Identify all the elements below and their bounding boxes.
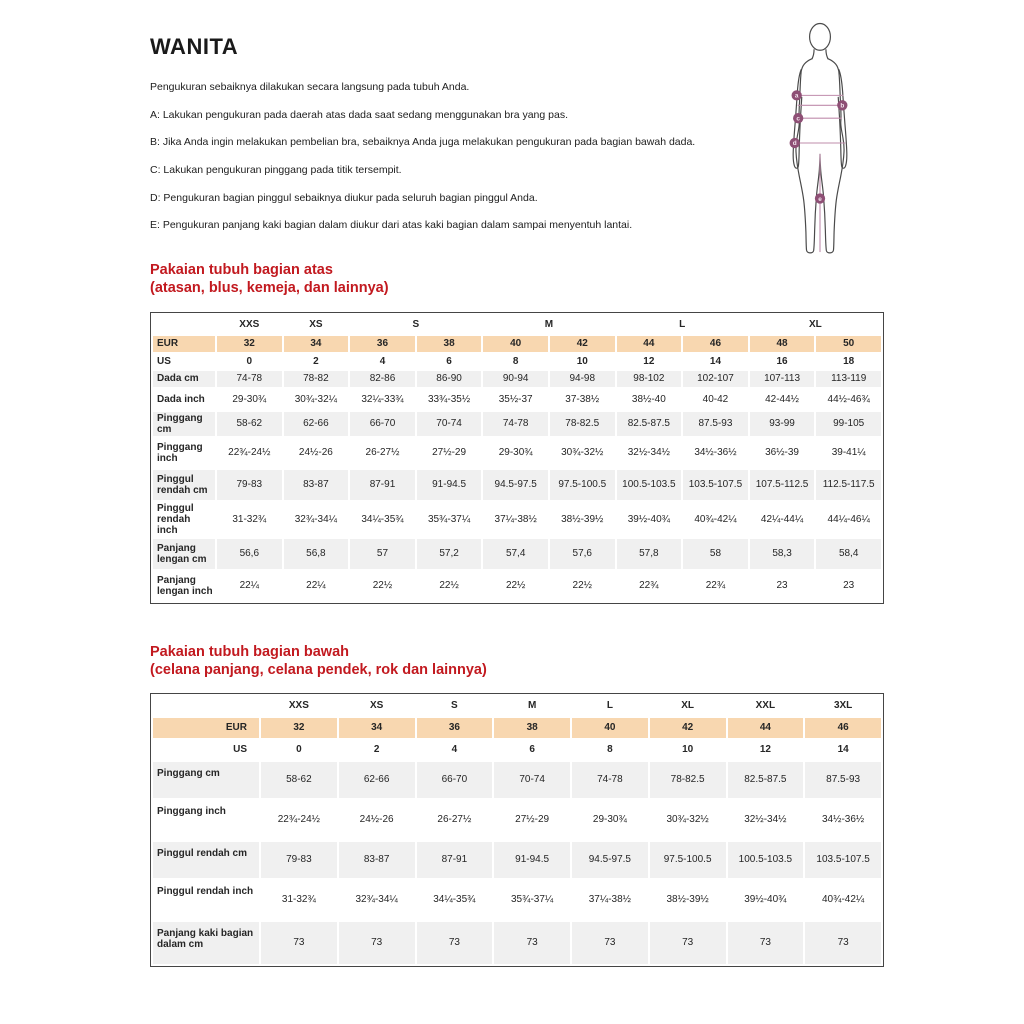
measurement-value-cell: 22¾ — [639, 580, 659, 591]
us-value-cell: 4 — [379, 355, 386, 367]
measurement-row — [153, 922, 881, 964]
measurement-value-cell: 32¾-34¼ — [355, 894, 398, 906]
size-group-cell: M — [544, 318, 554, 330]
size-corner-cell — [153, 696, 259, 716]
size-group-cell: XL — [681, 700, 695, 712]
us-value-cell: 14 — [709, 355, 722, 367]
measurement-row — [153, 502, 881, 537]
measurement-value-cell: 22½ — [372, 580, 393, 591]
eur-value-cell: 48 — [750, 336, 815, 352]
us-value-cell: 6 — [446, 355, 452, 367]
measurement-value-cell: 78-82.5 — [650, 762, 726, 798]
us-value-cell: 6 — [529, 744, 535, 756]
eur-value-cell: 32 — [217, 336, 282, 352]
us-row — [153, 354, 881, 369]
eur-label-cell: EUR — [153, 718, 259, 738]
measurement-row — [153, 470, 881, 500]
measurement-value-cell: 87.5-93 — [683, 412, 748, 436]
marker-d-label: d — [792, 140, 797, 148]
measurement-value-cell: 37¼-38½ — [494, 513, 537, 525]
eur-value-cell: 36 — [417, 718, 493, 738]
measurement-row — [153, 800, 881, 840]
measurement-value-cell: 62-66 — [284, 412, 349, 436]
measurement-value-cell: 57 — [350, 539, 415, 569]
measurement-value-cell: 73 — [728, 922, 804, 964]
upper-body-section — [150, 261, 884, 603]
measurement-value-cell: 37-38½ — [565, 393, 600, 405]
measurement-value-cell: 87-91 — [417, 842, 493, 878]
measurement-value-cell: 42¼-44¼ — [760, 513, 804, 525]
measurement-label-cell: Pinggang cm — [153, 412, 215, 436]
size-group-cell: L — [679, 318, 686, 330]
eur-value-cell: 44 — [728, 718, 804, 738]
measurement-value-cell: 35¾-37¼ — [427, 513, 471, 525]
measurement-value-cell: 56,6 — [217, 539, 282, 569]
size-header-row — [153, 696, 881, 716]
measurement-value-cell: 35¾-37¼ — [510, 894, 554, 906]
us-label-cell: US — [233, 744, 247, 756]
measurement-value-cell: 98-102 — [617, 371, 682, 387]
instruction-c: C: Lakukan pengukuran pinggang pada titik tersempit. — [150, 163, 402, 176]
measurement-value-cell: 33¾-35½ — [427, 393, 471, 405]
instruction-d: D: Pengukuran bagian pinggul sebaiknya diukur pada seluruh bagian pinggul Anda. — [150, 191, 538, 204]
measurement-value-cell: 78-82.5 — [550, 412, 615, 436]
measurement-value-cell: 94.5-97.5 — [572, 842, 648, 878]
size-header-row — [153, 315, 881, 334]
eur-row — [153, 718, 881, 738]
measurement-label-cell: Pinggang inch — [157, 441, 203, 464]
measurement-value-cell: 32¼-33¾ — [361, 393, 404, 405]
us-value-cell: 0 — [246, 355, 253, 367]
eur-value-cell: 46 — [683, 336, 748, 352]
measurement-value-cell: 62-66 — [339, 762, 415, 798]
us-value-cell: 4 — [451, 744, 458, 756]
us-value-cell: 8 — [607, 744, 613, 756]
measurement-label-cell: Pinggang cm — [153, 762, 259, 798]
measurement-value-cell: 22¾ — [705, 580, 726, 591]
measurement-row — [153, 571, 881, 601]
eur-value-cell: 42 — [650, 718, 726, 738]
eur-row — [153, 336, 881, 352]
measurement-value-cell: 97.5-100.5 — [650, 842, 726, 878]
measurement-value-cell: 112.5-117.5 — [816, 470, 881, 500]
measurement-value-cell: 23 — [776, 580, 788, 591]
lower-size-table — [150, 693, 884, 967]
size-group-cell: XXS — [239, 318, 260, 330]
us-value-cell: 18 — [843, 355, 855, 367]
measurement-value-cell: 26-27½ — [437, 814, 472, 826]
measurement-value-cell: 27½-29 — [432, 447, 467, 458]
upper-heading-line2: (atasan, blus, kemeja, dan lainnya) — [150, 280, 389, 297]
size-group-cell: S — [412, 318, 420, 330]
measurement-value-cell: 100.5-103.5 — [728, 842, 804, 878]
measurement-value-cell: 70-74 — [417, 412, 482, 436]
measurement-value-cell: 78-82 — [284, 371, 349, 387]
measurement-value-cell: 34¼-35¾ — [361, 513, 404, 525]
measurement-value-cell: 35½-37 — [498, 393, 533, 405]
size-group-cell: XS — [369, 700, 384, 712]
measurement-value-cell: 27½-29 — [515, 814, 550, 826]
measurement-row — [153, 539, 881, 569]
measurement-value-cell: 82.5-87.5 — [617, 412, 682, 436]
measurement-value-cell: 58-62 — [261, 762, 337, 798]
measurement-value-cell: 37¼-38½ — [588, 894, 631, 906]
measurement-value-cell: 83-87 — [339, 842, 415, 878]
measurement-value-cell: 42-44½ — [765, 393, 799, 405]
size-group-cell: L — [606, 700, 613, 712]
measurement-row — [153, 389, 881, 410]
us-value-cell: 14 — [837, 744, 849, 756]
size-group-cell: XXL — [755, 700, 776, 712]
marker-b-label: b — [840, 102, 845, 110]
us-value-cell: 12 — [643, 355, 655, 367]
measurement-value-cell: 58,4 — [816, 539, 881, 569]
eur-value-cell: 36 — [350, 336, 415, 352]
lower-heading-line1: Pakaian tubuh bagian bawah — [150, 643, 350, 660]
intro-text: Pengukuran sebaiknya dilakukan secara langsung pada tubuh Anda. — [150, 81, 470, 93]
measurement-value-cell: 113-119 — [816, 371, 881, 387]
measurement-value-cell: 44¼-46¼ — [827, 513, 870, 525]
measurement-label-cell: Panjang lengan cm — [153, 539, 215, 569]
measurement-value-cell: 93-99 — [750, 412, 815, 436]
measurement-value-cell: 86-90 — [417, 371, 482, 387]
measurement-label-cell: Dada cm — [153, 371, 215, 387]
measurement-value-cell: 22¾-24½ — [277, 814, 320, 826]
measurement-value-cell: 34½-36½ — [821, 814, 865, 826]
measurement-value-cell: 22¼ — [306, 580, 326, 591]
measurement-value-cell: 73 — [650, 922, 726, 964]
measurement-label-cell: Pinggul rendah cm — [153, 842, 259, 878]
measurement-value-cell: 91-94.5 — [417, 470, 482, 500]
size-group-cell: S — [451, 700, 458, 712]
upper-size-table — [150, 312, 884, 604]
eur-label-cell: EUR — [153, 336, 215, 352]
measurement-value-cell: 73 — [417, 922, 493, 964]
measurement-value-cell: 87.5-93 — [805, 762, 881, 798]
measurement-value-cell: 103.5-107.5 — [683, 470, 748, 500]
measurement-value-cell: 22¾-24½ — [228, 447, 271, 458]
us-label-cell: US — [157, 355, 171, 367]
us-value-cell: 2 — [373, 744, 380, 756]
measurement-value-cell: 38½-40 — [631, 393, 666, 405]
measurement-value-cell: 79-83 — [261, 842, 337, 878]
measurement-value-cell: 32½-34½ — [744, 814, 787, 826]
measurement-row — [153, 412, 881, 436]
measurement-value-cell: 74-78 — [483, 412, 548, 436]
measurement-value-cell: 74-78 — [217, 371, 282, 387]
measurement-value-cell: 87-91 — [350, 470, 415, 500]
eur-value-cell: 38 — [494, 718, 570, 738]
measurement-value-cell: 30¾-32½ — [561, 447, 604, 458]
measurement-value-cell: 22½ — [439, 580, 459, 591]
instruction-b: B: Jika Anda ingin melakukan pembelian bra, sebaiknya Anda juga melakukan pengukuran pada bagian bawah dada. — [150, 136, 696, 149]
measurement-value-cell: 56,8 — [284, 539, 349, 569]
measurement-value-cell: 91-94.5 — [494, 842, 570, 878]
eur-value-cell: 40 — [483, 336, 548, 352]
measurement-value-cell: 31-32¾ — [281, 894, 316, 906]
measurement-value-cell: 57,2 — [417, 539, 482, 569]
upper-heading-line1: Pakaian tubuh bagian atas — [150, 262, 333, 279]
measurement-value-cell: 39½-40¾ — [744, 894, 787, 906]
marker-a-label: a — [794, 92, 799, 100]
measurement-value-cell: 29-30¾ — [498, 447, 533, 458]
measurement-value-cell: 57,8 — [617, 539, 682, 569]
measurement-value-cell: 39-41¼ — [831, 447, 866, 458]
eur-value-cell: 46 — [805, 718, 881, 738]
lower-heading-line2: (celana panjang, celana pendek, rok dan lainnya) — [150, 661, 487, 678]
us-value-cell: 12 — [759, 744, 771, 756]
measurement-value-cell: 22½ — [505, 580, 526, 591]
measurement-value-cell: 34¼-35¾ — [433, 894, 476, 906]
measurement-value-cell: 30¾-32½ — [666, 814, 709, 826]
eur-value-cell: 34 — [284, 336, 349, 352]
us-value-cell: 2 — [313, 355, 319, 367]
size-group-cell: M — [527, 700, 537, 712]
eur-value-cell: 50 — [816, 336, 881, 352]
measurement-value-cell: 58-62 — [217, 412, 282, 436]
body-measurement-figure — [766, 22, 874, 260]
size-corner-cell — [153, 315, 215, 334]
measurement-row — [153, 880, 881, 920]
instruction-e: E: Pengukuran panjang kaki bagian dalam diukur dari atas kaki bagian dalam sampai menyentuh lantai. — [150, 219, 633, 232]
eur-value-cell: 44 — [617, 336, 682, 352]
eur-value-cell: 42 — [550, 336, 615, 352]
measurement-row — [153, 762, 881, 798]
measurement-value-cell: 58 — [683, 539, 748, 569]
measurement-value-cell: 99-105 — [816, 412, 881, 436]
measurement-value-cell: 23 — [843, 580, 855, 591]
measurement-value-cell: 22¼ — [239, 580, 260, 591]
measurement-value-cell: 32¾-34¼ — [294, 513, 338, 525]
measurement-value-cell: 30¾-32¼ — [294, 393, 338, 405]
measurement-label-cell: Pinggul rendah inch — [157, 502, 194, 536]
eur-value-cell: 34 — [339, 718, 415, 738]
us-row — [153, 740, 881, 760]
measurement-value-cell: 97.5-100.5 — [550, 470, 615, 500]
measurement-value-cell: 38½-39½ — [561, 513, 604, 525]
measurement-value-cell: 107.5-112.5 — [750, 470, 815, 500]
eur-value-cell: 38 — [417, 336, 482, 352]
measurement-value-cell: 82-86 — [350, 371, 415, 387]
measurement-value-cell: 29-30¾ — [232, 393, 267, 405]
eur-value-cell: 32 — [261, 718, 337, 738]
measurement-value-cell: 24½-26 — [298, 447, 333, 458]
measurement-value-cell: 73 — [805, 922, 881, 964]
measurement-value-cell: 40-42 — [702, 393, 729, 405]
measurement-value-cell: 73 — [339, 922, 415, 964]
measurement-value-cell: 94.5-97.5 — [483, 470, 548, 500]
measurement-value-cell: 31-32¾ — [232, 513, 267, 525]
us-value-cell: 8 — [512, 355, 519, 367]
size-group-cell: XXS — [288, 700, 309, 712]
measurement-value-cell: 100.5-103.5 — [617, 470, 682, 500]
marker-c-label: c — [796, 115, 800, 123]
measurement-label-cell: Panjang kaki bagian dalam cm — [153, 922, 259, 964]
measurement-value-cell: 82.5-87.5 — [728, 762, 804, 798]
measurement-label-cell: Pinggul rendah cm — [153, 470, 215, 500]
measurement-value-cell: 102-107 — [683, 371, 748, 387]
measurement-label-cell: Dada inch — [157, 393, 205, 405]
size-group-cell: XS — [309, 318, 323, 330]
measurement-value-cell: 66-70 — [417, 762, 493, 798]
measurement-value-cell: 40¾-42¼ — [694, 513, 737, 525]
measurement-value-cell: 44½-46¾ — [827, 393, 870, 405]
measurement-value-cell: 70-74 — [494, 762, 570, 798]
measurement-value-cell: 32½-34½ — [627, 447, 670, 458]
us-value-cell: 10 — [682, 744, 694, 756]
lower-section-heading — [150, 643, 884, 679]
measurement-value-cell: 83-87 — [284, 470, 349, 500]
measurement-value-cell: 94-98 — [550, 371, 615, 387]
measurement-value-cell: 22½ — [572, 580, 592, 591]
measurement-value-cell: 39½-40¾ — [627, 513, 670, 525]
measurement-label-cell: Panjang lengan inch — [157, 574, 213, 597]
measurement-row — [153, 371, 881, 387]
us-value-cell: 10 — [576, 355, 588, 367]
measurement-row — [153, 438, 881, 468]
measurement-row — [153, 842, 881, 878]
lower-body-section — [150, 643, 884, 967]
measurement-value-cell: 40¾-42¼ — [821, 894, 865, 906]
instruction-a: A: Lakukan pengukuran pada daerah atas dada saat sedang menggunakan bra yang pas. — [150, 108, 568, 121]
eur-value-cell: 40 — [572, 718, 648, 738]
measurement-value-cell: 73 — [572, 922, 648, 964]
measurement-value-cell: 24½-26 — [359, 814, 394, 826]
measurement-value-cell: 26-27½ — [365, 447, 400, 458]
measurement-value-cell: 66-70 — [350, 412, 415, 436]
measurement-value-cell: 36½-39 — [765, 447, 799, 458]
us-value-cell: 16 — [776, 355, 788, 367]
body-figure-svg — [766, 22, 874, 260]
measurement-value-cell: 103.5-107.5 — [805, 842, 881, 878]
measurement-value-cell: 73 — [261, 922, 337, 964]
us-value-cell: 0 — [296, 744, 302, 756]
upper-section-heading — [150, 261, 884, 297]
measurement-value-cell: 79-83 — [217, 470, 282, 500]
measurement-value-cell: 58,3 — [750, 539, 815, 569]
size-group-cell: 3XL — [833, 700, 853, 712]
measurement-value-cell: 57,4 — [483, 539, 548, 569]
measurement-value-cell: 34½-36½ — [694, 447, 737, 458]
size-group-cell: XL — [808, 318, 822, 330]
measurement-value-cell: 107-113 — [750, 371, 815, 387]
measurement-value-cell: 74-78 — [572, 762, 648, 798]
measurement-value-cell: 57,6 — [550, 539, 615, 569]
measurement-value-cell: 73 — [494, 922, 570, 964]
measurement-value-cell: 29-30¾ — [592, 814, 627, 826]
page-title: WANITA — [150, 34, 239, 59]
measurement-value-cell: 90-94 — [483, 371, 548, 387]
measurement-value-cell: 38½-39½ — [666, 894, 709, 906]
measurement-label-cell: Pinggul rendah inch — [157, 885, 254, 897]
marker-e-label: e — [818, 195, 822, 203]
measurement-label-cell: Pinggang inch — [157, 805, 226, 817]
